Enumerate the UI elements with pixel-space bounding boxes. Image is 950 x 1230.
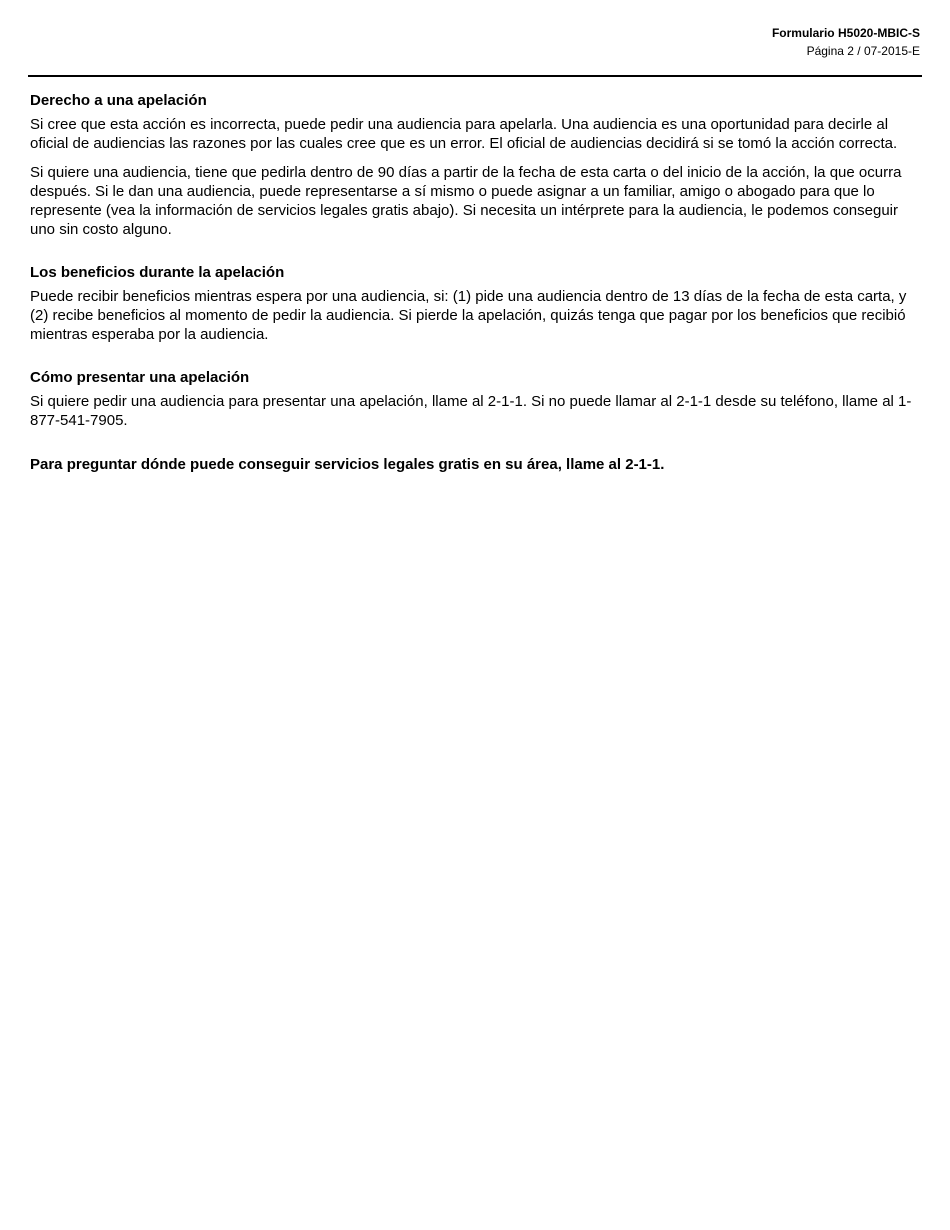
page-header xyxy=(772,26,920,59)
section-heading: Los beneficios durante la apelación xyxy=(30,264,285,282)
paragraph: Si cree que esta acción es incorrecta, puede pedir una audiencia para apelarla. Una audiencia es una oportunidad para decirle al oficial de audiencias las razones por las cuales cree que es un error. El oficial de audiencias decidirá si se tomó la acción correcta. xyxy=(30,116,898,152)
paragraph: Puede recibir beneficios mientras espera por una audiencia, si: (1) pide una audiencia dentro de 13 días de la fecha de esta carta, y (2) recibe beneficios al momento de pedir la audiencia. Si pierde la apelación, quizás tenga que pagar por los beneficios que recibió mientras esperaba por la audiencia. xyxy=(30,288,907,343)
document-body xyxy=(30,91,920,474)
page-info: Página 2 / 07-2015-E xyxy=(806,44,920,58)
paragraph: Si quiere pedir una audiencia para presentar una apelación, llame al 2-1-1. Si no puede llamar al 2-1-1 desde su teléfono, llame al 1-877-541-7905. xyxy=(30,393,912,430)
section-heading: Derecho a una apelación xyxy=(30,92,207,109)
section-right-to-appeal xyxy=(30,91,920,239)
legal-services-note: Para preguntar dónde puede conseguir servicios legales gratis en su área, llame al 2-1-1. xyxy=(30,455,665,473)
section-how-to-appeal xyxy=(30,368,920,430)
section-benefits-during-appeal xyxy=(30,263,920,344)
header-divider xyxy=(28,75,922,77)
paragraph: Si quiere una audiencia, tiene que pedirla dentro de 90 días a partir de la fecha de esta carta o del inicio de la acción, la que ocurra después. Si le dan una audiencia, puede representarse a sí mismo o puede asignar a un familiar, amigo o abogado para que lo represente (vea la información de servicios legales gratis abajo). Si necesita un intérprete para la audiencia, le podemos conseguir uno sin costo alguno. xyxy=(30,164,902,238)
section-heading: Cómo presentar una apelación xyxy=(30,369,250,387)
form-id: Formulario H5020-MBIC-S xyxy=(771,26,920,40)
